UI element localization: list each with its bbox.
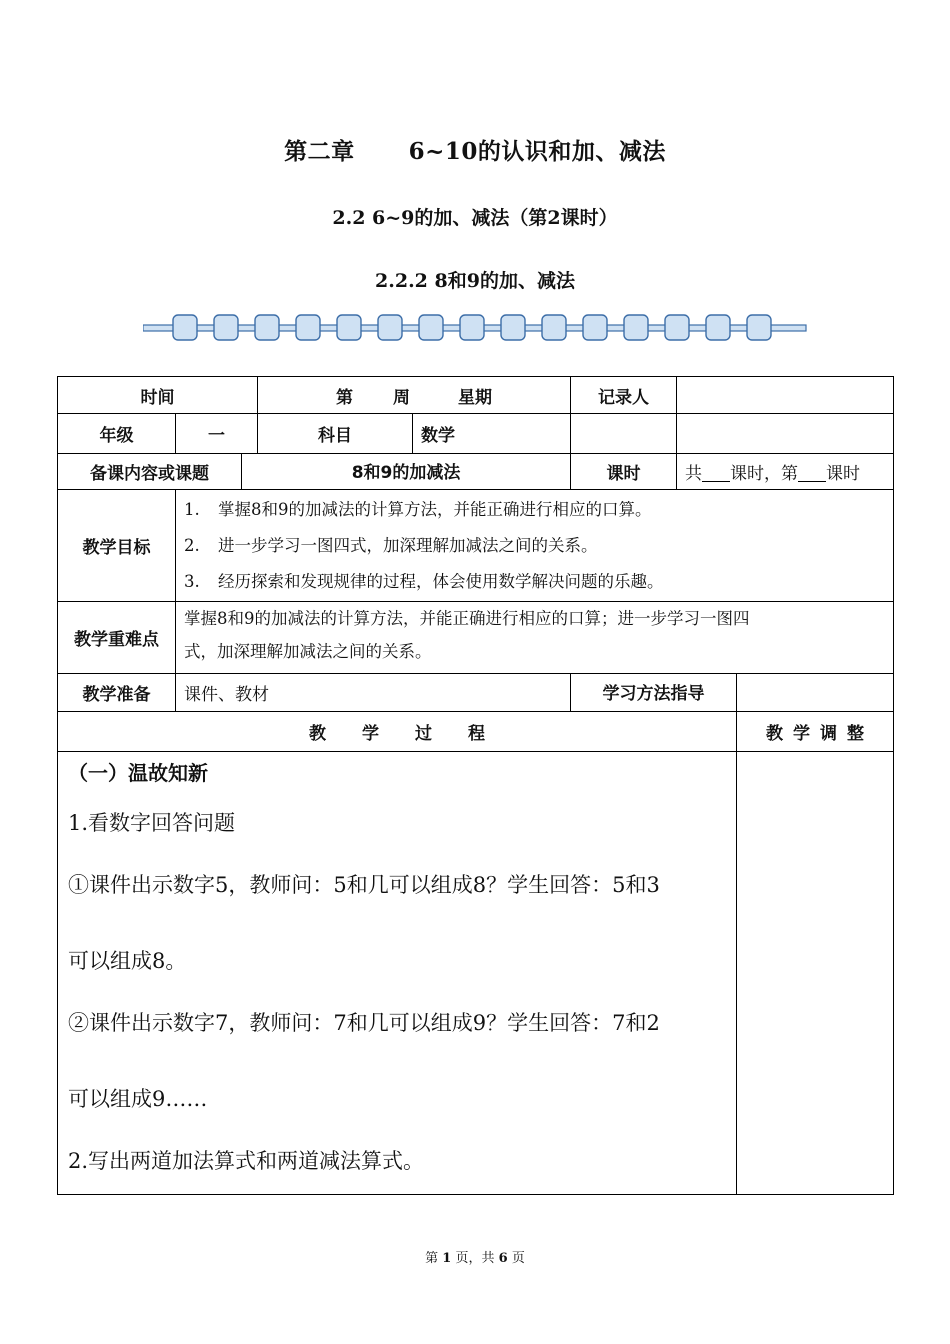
period-blank — [702, 464, 730, 482]
chain-bead — [501, 315, 525, 340]
period-blank — [798, 464, 826, 482]
chapter-label: 第二章 — [284, 138, 355, 165]
row-grade — [58, 414, 894, 454]
recorder-value — [677, 377, 894, 414]
chain-bead — [624, 315, 648, 340]
chain-bead — [378, 315, 402, 340]
subsection-title: 2.2.2 8和9的加、减法 — [375, 270, 575, 292]
chain-bead — [214, 315, 238, 340]
process-line: ②课件出示数字7，教师问：7和几可以组成9？学生回答：7和2 — [68, 1011, 660, 1035]
objective-num: 1. — [184, 499, 200, 519]
empty-cell — [571, 414, 677, 454]
topic-label: 备课内容或课题 — [58, 454, 242, 490]
process-header: 教学过程 — [58, 712, 737, 752]
chain-bead — [460, 315, 484, 340]
method-label: 学习方法指导 — [571, 674, 737, 712]
objective-text: 掌握8和9的加减法的计算方法，并能正确进行相应的口算。 — [218, 499, 652, 519]
period-text-b: 课时，第 — [730, 464, 799, 484]
period-value — [677, 454, 894, 490]
objective-item — [176, 564, 893, 600]
process-section-title: （一）温故知新 — [68, 761, 208, 785]
chain-bead — [542, 315, 566, 340]
footer-page-number: 1 — [442, 1251, 452, 1266]
row-time — [58, 377, 894, 414]
subject-label: 科目 — [258, 414, 413, 454]
recorder-label: 记录人 — [571, 377, 677, 414]
preparation-value: 课件、教材 — [176, 674, 571, 712]
objectives-list — [176, 490, 894, 602]
period-text-c: 课时 — [826, 464, 861, 484]
process-content — [58, 752, 737, 1195]
chain-bead — [583, 315, 607, 340]
process-line: 可以组成8。 — [68, 949, 187, 973]
week-label-c: 星期 — [458, 387, 493, 408]
grade-label: 年级 — [58, 414, 176, 454]
objective-num: 2. — [184, 535, 200, 555]
process-line: 2.写出两道加法算式和两道减法算式。 — [68, 1149, 425, 1173]
adjust-header: 教学调整 — [737, 712, 894, 752]
preparation-label: 教学准备 — [58, 674, 176, 712]
chain-bead — [747, 315, 771, 340]
key-points-text — [176, 602, 894, 674]
chain-bead — [665, 315, 689, 340]
objective-text: 进一步学习一图四式，加深理解加减法之间的关系。 — [218, 535, 598, 555]
footer-text: 页 — [511, 1251, 525, 1266]
objective-item — [176, 492, 893, 528]
row-key-points — [58, 602, 894, 674]
topic-value: 8和9的加减法 — [242, 454, 571, 490]
chain-bead — [255, 315, 279, 340]
week-label — [258, 377, 571, 414]
row-process — [58, 752, 894, 1195]
empty-cell — [677, 414, 894, 454]
chain-bead — [173, 315, 197, 340]
process-line: 可以组成9…… — [68, 1087, 208, 1111]
week-label-b: 周 — [393, 387, 411, 408]
process-line: ①课件出示数字5，教师问：5和几可以组成8？学生回答：5和3 — [68, 873, 660, 897]
row-topic — [58, 454, 894, 490]
chain-bead — [706, 315, 730, 340]
chapter-title — [0, 133, 950, 166]
row-process-header — [58, 712, 894, 752]
row-objectives — [58, 490, 894, 602]
section-title: 2.2 6~9的加、减法（第2课时） — [332, 207, 618, 229]
chapter-topic: 6~10的认识和加、减法 — [408, 138, 666, 165]
grade-value: 一 — [176, 414, 258, 454]
page-footer — [0, 1247, 950, 1266]
row-preparation — [58, 674, 894, 712]
objectives-label: 教学目标 — [58, 490, 176, 602]
subject-value: 数学 — [413, 414, 571, 454]
bead-chain-divider — [143, 313, 808, 343]
period-label: 课时 — [571, 454, 677, 490]
chain-bead — [337, 315, 361, 340]
time-label: 时间 — [58, 377, 258, 414]
objective-text: 经历探索和发现规律的过程，体会使用数学解决问题的乐趣。 — [218, 571, 664, 591]
footer-page-total: 6 — [498, 1251, 508, 1266]
key-points-label: 教学重难点 — [58, 602, 176, 674]
objective-item — [176, 528, 893, 564]
footer-text: 第 — [425, 1251, 439, 1266]
key-points-line: 式，加深理解加减法之间的关系。 — [184, 642, 432, 661]
chain-bead — [296, 315, 320, 340]
key-points-line: 掌握8和9的加减法的计算方法，并能正确进行相应的口算；进一步学习一图四 — [184, 609, 750, 628]
chain-bead — [419, 315, 443, 340]
process-line: 1.看数字回答问题 — [68, 811, 236, 835]
period-text-a: 共 — [685, 464, 703, 484]
week-label-a: 第 — [336, 387, 354, 408]
footer-text: 页，共 — [455, 1251, 495, 1266]
method-value — [737, 674, 894, 712]
objective-num: 3. — [184, 571, 200, 591]
lesson-plan-table — [57, 376, 894, 1195]
adjust-content — [737, 752, 894, 1195]
